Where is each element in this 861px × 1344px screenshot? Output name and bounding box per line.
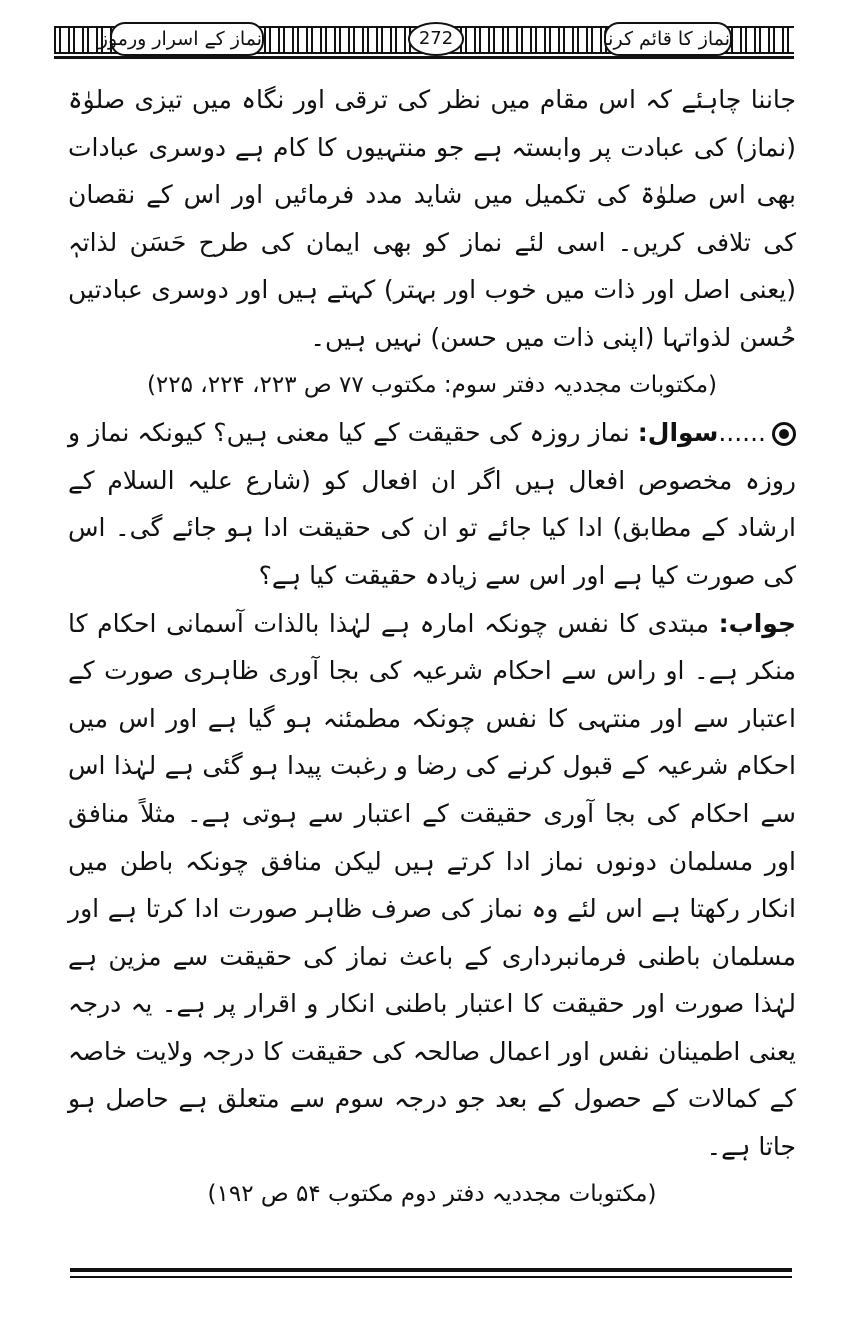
answer-paragraph (68, 600, 796, 1171)
bullet-circle-icon (772, 422, 796, 446)
page-header (54, 18, 794, 62)
answer-label: جواب: (718, 608, 796, 638)
page-number: 272 (408, 22, 464, 56)
footer-rule (70, 1268, 792, 1272)
chapter-title: نماز کا قائم کرنا (604, 22, 732, 56)
question-paragraph: ......سوال: نماز روزہ کی حقیقت کے کیا معنی ہیں؟ کیونکہ نماز و روزہ مخصوص افعال ہیں اگر ان افعال کو (شارع علیہ السلام کے ارشاد کے مطابق) ادا کیا جائے تو ان کی حقیقت ادا ہو جائے گی۔ اس کی صورت کیا ہے اور اس سے زیادہ حقیقت کیا ہے؟ (68, 418, 796, 590)
reference-1: (مکتوبات مجددیہ دفتر سوم: مکتوب ۷۷ ص ۲۲۳، ۲۲۴، ۲۲۵) (146, 371, 718, 398)
reference-2: (مکتوبات مجددیہ دفتر دوم مکتوب ۵۴ ص ۱۹۲) (207, 1180, 657, 1207)
footer-rule-thin (70, 1276, 792, 1278)
question-label: سوال: (637, 418, 719, 448)
answer-text: مبتدی کا نفس چونکہ امارہ ہے لہٰذا بالذات آسمانی احکام کا منکر ہے۔ او راس سے احکام شرعیہ کی بجا آوری ظاہری صورت کے اعتبار سے اور منتہی کا نفس چونکہ مطمئنہ ہو گیا ہے اور اس میں احکام شرعیہ کے قبول کرنے کی رضا و رغبت پیدا ہو گئی ہے لہٰذا اس سے احکام کی بجا آوری حقیقت کے اعتبار سے ہوتی ہے۔ مثلاً منافق اور مسلمان دونوں نماز ادا کرتے ہیں لیکن منافق چونکہ باطن میں انکار رکھتا ہے اس لئے وہ نماز کی صرف ظاہر صورت ادا کرتا ہے اور مسلمان باطنی فرمانبرداری کے باعث نماز کی حقیقت سے مزین ہے لہٰذا صورت اور حقیقت کا اعتبار باطنی انکار و اقرار پر ہے۔ یہ درجہ یعنی اطمینان نفس اور اعمال صالحہ کی حقیقت کا درجہ ولایت خاصہ کے کمالات کے حصول کے بعد جو درجہ سوم سے متعلق ہے حاصل ہو جاتا ہے۔ (68, 608, 796, 1162)
intro-paragraph: جاننا چاہئے کہ اس مقام میں نظر کی ترقی اور نگاہ میں تیزی صلوٰۃ (نماز) کی عبادت پر وابستہ ہے جو منتہیوں کا کام ہے دوسری عبادات بھی اس صلوٰۃ کی تکمیل میں شاید مدد فرمائیں اور اس کے نقصان کی تلافی کریں۔ اسی لئے نماز کو بھی ایمان کی طرح حَسَن لذاتہٖ (یعنی اصل اور ذات میں خوب اور بہتر) کہتے ہیں اور دوسری عبادتیں حُسن لذواتہا (اپنی ذات میں حسن) نہیں ہیں۔ (68, 85, 796, 352)
header-rule (54, 56, 794, 59)
page-body (68, 76, 796, 1218)
book-title: نماز کے اسرار ورموز (110, 22, 264, 56)
question-text: نماز روزہ کی حقیقت کے کیا معنی ہیں؟ کیونکہ نماز و روزہ مخصوص افعال ہیں اگر ان افعال کو (شارع علیہ السلام کے ارشاد کے مطابق) ادا کیا جائے تو ان کی حقیقت ادا ہو جائے گی۔ اس کی صورت کیا ہے اور اس سے زیادہ حقیقت کیا ہے؟ (68, 418, 796, 590)
